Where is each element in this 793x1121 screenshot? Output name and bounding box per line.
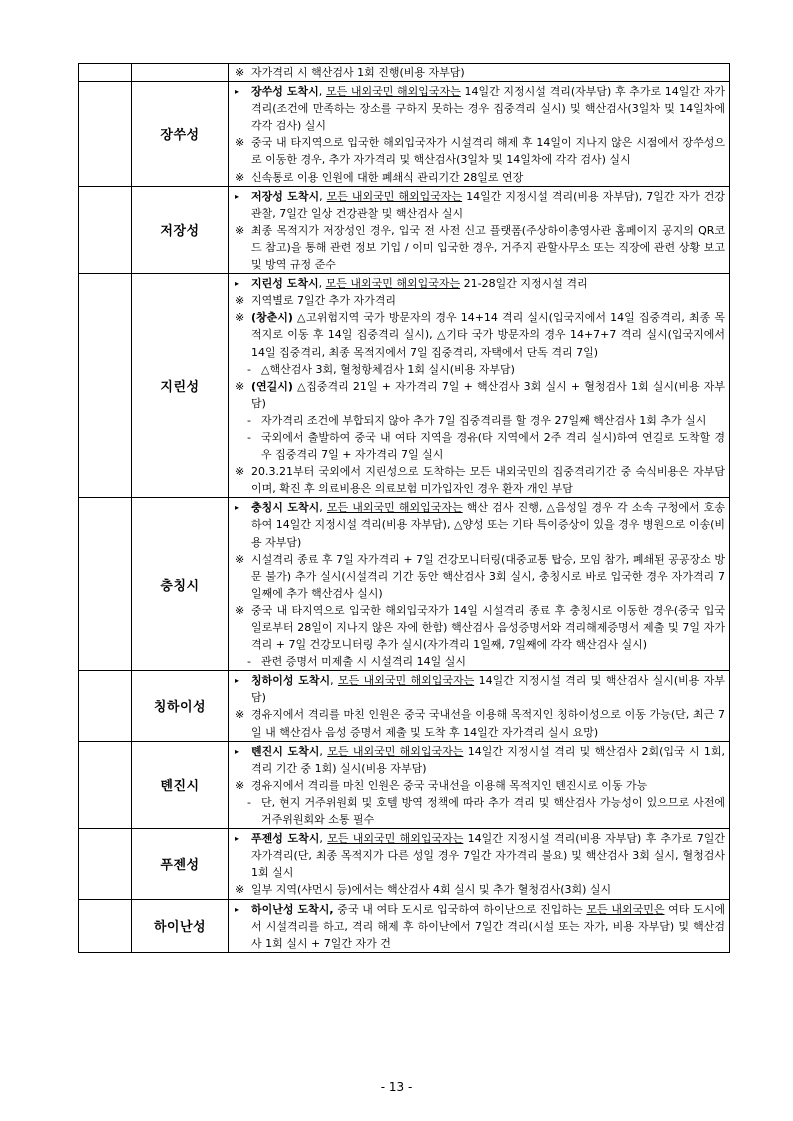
blank-cell bbox=[79, 741, 132, 828]
province-name: 충칭시 bbox=[132, 498, 229, 671]
regional-quarantine-table bbox=[78, 63, 730, 953]
text-segment: 지역별로 7일간 추가 자가격리 bbox=[251, 294, 396, 308]
province-measures bbox=[229, 82, 730, 187]
province-measures bbox=[229, 829, 730, 899]
reference-mark: ※ bbox=[235, 223, 245, 237]
blank-cell bbox=[79, 671, 132, 741]
reference-mark: ※ bbox=[235, 465, 245, 479]
text-segment: 경유지에서 격리를 마친 인원은 중국 국내선을 이용해 목적지인 칭하이성으로 이동 가능(단, 최근 7일 내 핵산검사 음성 증명서 제출 및 도착 후 14일간 자가격리 실시 요망) bbox=[251, 708, 725, 739]
measure-note bbox=[235, 881, 725, 898]
text-segment: 20.3.21부터 국외에서 지린성으로 도착하는 모든 내외국민의 집중격리기간 중 숙식비용은 자부담이며, 확진 후 의료비용은 의료보험 미가입자인 경우 환자 개인 부담 bbox=[251, 465, 725, 496]
dash-marker: - bbox=[247, 795, 251, 809]
province-row bbox=[79, 829, 730, 899]
triangle-bullet-icon: ▸ bbox=[235, 503, 240, 513]
blank-cell bbox=[79, 498, 132, 671]
measure-note bbox=[235, 169, 725, 186]
text-segment: 자가격리 시 핵산검사 1회 진행(비용 자부담) bbox=[251, 66, 465, 79]
measure-note bbox=[235, 309, 725, 360]
text-segment: 핵산 검사 진행, △음성일 경우 각 소속 구청에서 호송하여 14일간 지정시설 격리(비용 자부담), △양성 또는 기타 특이증상이 있을 경우 병원으로 이송(비용 자부담) bbox=[251, 501, 725, 549]
blank-cell bbox=[79, 186, 132, 273]
triangle-bullet-icon: ▸ bbox=[235, 191, 240, 201]
text-segment: 14일간 지정시설 격리(자부담) 후 추가로 14일간 자가격리(조건에 만족하는 장소를 구하지 못하는 경우 집중격리 실시) 및 핵산검사(3일차 및 14일차에 각각 검사) 실시 bbox=[251, 85, 725, 133]
measure-note bbox=[235, 463, 725, 497]
measure-note bbox=[235, 292, 725, 309]
bold-text: 칭하이성 도착시 bbox=[251, 674, 331, 688]
measure-subitem bbox=[235, 794, 725, 828]
triangle-bullet-icon: ▸ bbox=[235, 834, 240, 844]
province-measures bbox=[229, 498, 730, 671]
triangle-bullet-icon: ▸ bbox=[235, 676, 240, 686]
reference-mark: ※ bbox=[235, 883, 245, 897]
province-name bbox=[132, 64, 229, 82]
measure-headline bbox=[235, 188, 725, 222]
triangle-bullet-icon: ▸ bbox=[235, 279, 240, 289]
measure-note bbox=[235, 706, 725, 740]
text-segment: , bbox=[319, 744, 328, 758]
province-row bbox=[79, 671, 730, 741]
text-segment: 자가격리 조건에 부합되지 않아 추가 7일 집중격리를 할 경우 27일째 핵산검사 1회 추가 실시 bbox=[261, 413, 707, 427]
bold-text: 지린성 도착시 bbox=[251, 277, 319, 291]
province-row bbox=[79, 498, 730, 671]
blank-cell bbox=[79, 829, 132, 899]
province-row bbox=[79, 899, 730, 952]
text-segment: 단, 현지 거주위원회 및 호텔 방역 정책에 따라 추가 격리 및 핵산검사 가능성이 있으므로 사전에 거주위원회와 소통 필수 bbox=[261, 795, 725, 827]
text-segment: △고위험지역 국가 방문자의 경우 14+14 격리 실시(입국지에서 14일 집중격리, 최종 목적지로 이동 후 14일 집중격리 실시), △기타 국가 방문자의 경우 14+7+7 격리 실시(입국지에서 14일 집중격리, 최종 목적지에서 7일 집중격리, 자택에서 단독 격리 7일) bbox=[251, 311, 725, 359]
measure-subitem bbox=[235, 429, 725, 463]
measure-note bbox=[235, 222, 725, 273]
reference-mark: ※ bbox=[235, 379, 245, 393]
measure-subitem bbox=[235, 653, 725, 670]
text-segment: 중국 내 타지역으로 입국한 해외입국자가 14일 시설격리 종료 후 충칭시로 이동한 경우(중국 입국일로부터 28일이 지나지 않은 자에 한함) 핵산검사 음성증명서와 격리해제증명서 제출 및 7일 자가격리 + 7일 건강모니터링 추가 실시(자가격리 1일째, 7일째에 각각 핵산검사 실시) bbox=[251, 603, 725, 652]
measure-headline bbox=[235, 83, 725, 134]
page-number: - 13 - bbox=[380, 1080, 413, 1094]
triangle-bullet-icon: ▸ bbox=[235, 746, 240, 756]
text-segment: 일부 지역(샤먼시 등)에서는 핵산검사 4회 실시 및 추가 혈청검사(3회) 실시 bbox=[251, 883, 612, 897]
text-segment: 14일간 지정시설 격리(비용 자부담), 7일간 자가 건강관찰, 7일간 일상 건강관찰 및 핵산검사 실시 bbox=[251, 189, 725, 220]
underlined-text: 모든 내외국민 해외입국자는 bbox=[326, 189, 463, 203]
text-segment: 14일간 지정시설 격리(비용 자부담) 후 추가로 7일간 자가격리(단, 최종 목적지가 다른 성일 경우 7일간 자가격리 불요) 및 핵산검사 3회 실시, 혈청검사 1회 실시 bbox=[251, 832, 725, 880]
underlined-text: 모든 내외국민 해외입국자는 bbox=[326, 501, 463, 515]
province-row bbox=[79, 274, 730, 498]
province-measures bbox=[229, 64, 730, 82]
province-name: 저장성 bbox=[132, 186, 229, 273]
text-segment: △핵산검사 3회, 혈청항체검사 1회 실시(비용 자부담) bbox=[261, 362, 515, 376]
underlined-text: 모든 내외국민 해외입국자는 bbox=[325, 85, 461, 99]
text-segment: 14일간 지정시설 격리 및 핵산검사 실시(비용 자부담) bbox=[251, 674, 725, 705]
province-row bbox=[79, 82, 730, 187]
bold-text: 저장성 도착시 bbox=[251, 189, 320, 203]
province-row bbox=[79, 186, 730, 273]
measure-note bbox=[235, 777, 725, 794]
text-segment: , bbox=[318, 277, 326, 291]
underlined-text: 모든 내외국민은 bbox=[586, 902, 665, 916]
reference-mark: ※ bbox=[235, 603, 245, 617]
text-segment: , bbox=[330, 674, 338, 688]
reference-mark: ※ bbox=[235, 136, 245, 150]
blank-cell bbox=[79, 64, 132, 82]
text-segment: 경유지에서 격리를 마친 인원은 중국 국내선을 이용해 목적지인 톈진시로 이동 가능 bbox=[251, 778, 648, 792]
triangle-bullet-icon: ▸ bbox=[235, 904, 240, 914]
province-row bbox=[79, 64, 730, 82]
measure-subitem bbox=[235, 412, 725, 429]
text-segment: 관련 증명서 미제출 시 시설격리 14일 실시 bbox=[261, 655, 466, 669]
bold-text: 충칭시 도착시 bbox=[251, 501, 320, 515]
text-segment: 시설격리 종료 후 7일 자가격리 + 7일 건강모니터링(대중교통 탑승, 모임 참가, 폐쇄된 공공장소 방문 불가) 추가 실시(시설격리 기간 동안 핵산검사 3회 실시, 충칭시로 바로 입국한 경우 자가격리 7일째에 추가 핵산검사 실시) bbox=[251, 552, 725, 600]
dash-marker: - bbox=[247, 413, 251, 427]
measure-subitem bbox=[235, 361, 725, 378]
bold-text: (창춘시) bbox=[251, 311, 293, 325]
measure-headline bbox=[235, 901, 725, 952]
province-measures bbox=[229, 186, 730, 273]
reference-mark: ※ bbox=[235, 778, 245, 792]
reference-mark: ※ bbox=[235, 552, 245, 566]
measure-headline bbox=[235, 672, 725, 706]
measure-headline bbox=[235, 275, 725, 292]
measure-note bbox=[235, 602, 725, 653]
province-name: 장쑤성 bbox=[132, 82, 229, 187]
measure-note bbox=[235, 551, 725, 602]
bold-text: 톈진시 도착시 bbox=[251, 744, 320, 758]
province-measures bbox=[229, 741, 730, 828]
text-segment: 신속통로 이용 인원에 대한 폐쇄식 관리기간 28일로 연장 bbox=[251, 170, 524, 184]
province-measures bbox=[229, 671, 730, 741]
text-segment: 최종 목적지가 저장성인 경우, 입국 전 사전 신고 플랫폼(주상하이총영사관 홈페이지 공지의 QR코드 참고)을 통해 관련 정보 기입 / 이미 입국한 경우, 거주지 관할사무소 또는 직장에 관련 상황 보고 및 방역 규정 준수 bbox=[251, 223, 725, 272]
measure-headline bbox=[235, 830, 725, 881]
blank-cell bbox=[79, 82, 132, 187]
measure-headline bbox=[235, 743, 725, 777]
measure-note bbox=[235, 134, 725, 168]
reference-mark: ※ bbox=[235, 294, 245, 308]
province-name: 칭하이성 bbox=[132, 671, 229, 741]
measure-headline bbox=[235, 499, 725, 550]
blank-cell bbox=[79, 899, 132, 952]
reference-mark: ※ bbox=[235, 311, 245, 325]
province-name: 푸젠성 bbox=[132, 829, 229, 899]
text-segment: 여타 도시에서 시설격리를 하고, 격리 해제 후 하이난에서 7일간 격리(시설 또는 자가, 비용 자부담) 및 핵산검사 1회 실시 + 7일간 자가 건 bbox=[251, 902, 726, 950]
text-segment: , bbox=[319, 501, 327, 515]
text-segment: 21-28일간 지정시설 격리 bbox=[460, 277, 588, 291]
bold-text: 푸젠성 도착시 bbox=[251, 832, 320, 846]
province-name: 하이난성 bbox=[132, 899, 229, 952]
measure-note bbox=[235, 64, 725, 81]
triangle-bullet-icon: ▸ bbox=[235, 87, 240, 97]
underlined-text: 모든 내외국민 해외입국자는 bbox=[327, 832, 464, 846]
blank-cell bbox=[79, 274, 132, 498]
underlined-text: 모든 내외국민 해외입국자는 bbox=[337, 674, 475, 688]
bold-text: 하이난성 도착시, bbox=[251, 902, 334, 916]
bold-text: 장쑤성 도착시 bbox=[251, 85, 319, 99]
province-name: 지린성 bbox=[132, 274, 229, 498]
text-segment: , bbox=[319, 189, 327, 203]
dash-marker: - bbox=[247, 362, 251, 376]
province-name: 톈진시 bbox=[132, 741, 229, 828]
province-measures bbox=[229, 274, 730, 498]
text-segment: 14일간 지정시설 격리 및 핵산검사 2회(입국 시 1회, 격리 기간 중 1회) 실시(비용 자부담) bbox=[251, 744, 726, 775]
province-measures bbox=[229, 899, 730, 952]
measure-note bbox=[235, 378, 725, 412]
bold-text: (연길시) bbox=[251, 379, 293, 393]
reference-mark: ※ bbox=[235, 170, 245, 184]
province-row bbox=[79, 741, 730, 828]
text-segment: △집중격리 21일 + 자가격리 7일 + 핵산검사 3회 실시 + 혈청검사 1회 실시(비용 자부담) bbox=[251, 379, 725, 410]
text-segment: 중국 내 여타 도시로 입국하여 하이난으로 진입하는 bbox=[333, 902, 587, 916]
text-segment: 국외에서 출발하여 중국 내 여타 지역을 경유(타 지역에서 2주 격리 실시)하여 연길로 도착할 경우 집중격리 7일 + 자가격리 7일 실시 bbox=[261, 430, 725, 462]
reference-mark: ※ bbox=[235, 66, 245, 79]
underlined-text: 모든 내외국민 해외입국자는 bbox=[327, 744, 464, 758]
text-segment: , bbox=[319, 832, 328, 846]
dash-marker: - bbox=[247, 655, 251, 669]
text-segment: , bbox=[318, 85, 326, 99]
dash-marker: - bbox=[247, 430, 251, 444]
text-segment: 중국 내 타지역으로 입국한 해외입국자가 시설격리 해제 후 14일이 지나지 않은 시점에서 장쑤성으로 이동한 경우, 추가 자가격리 및 핵산검사(3일차 및 14일차에 각각 검사) 실시 bbox=[251, 136, 725, 167]
reference-mark: ※ bbox=[235, 708, 245, 722]
underlined-text: 모든 내외국민 해외입국자는 bbox=[325, 277, 461, 291]
